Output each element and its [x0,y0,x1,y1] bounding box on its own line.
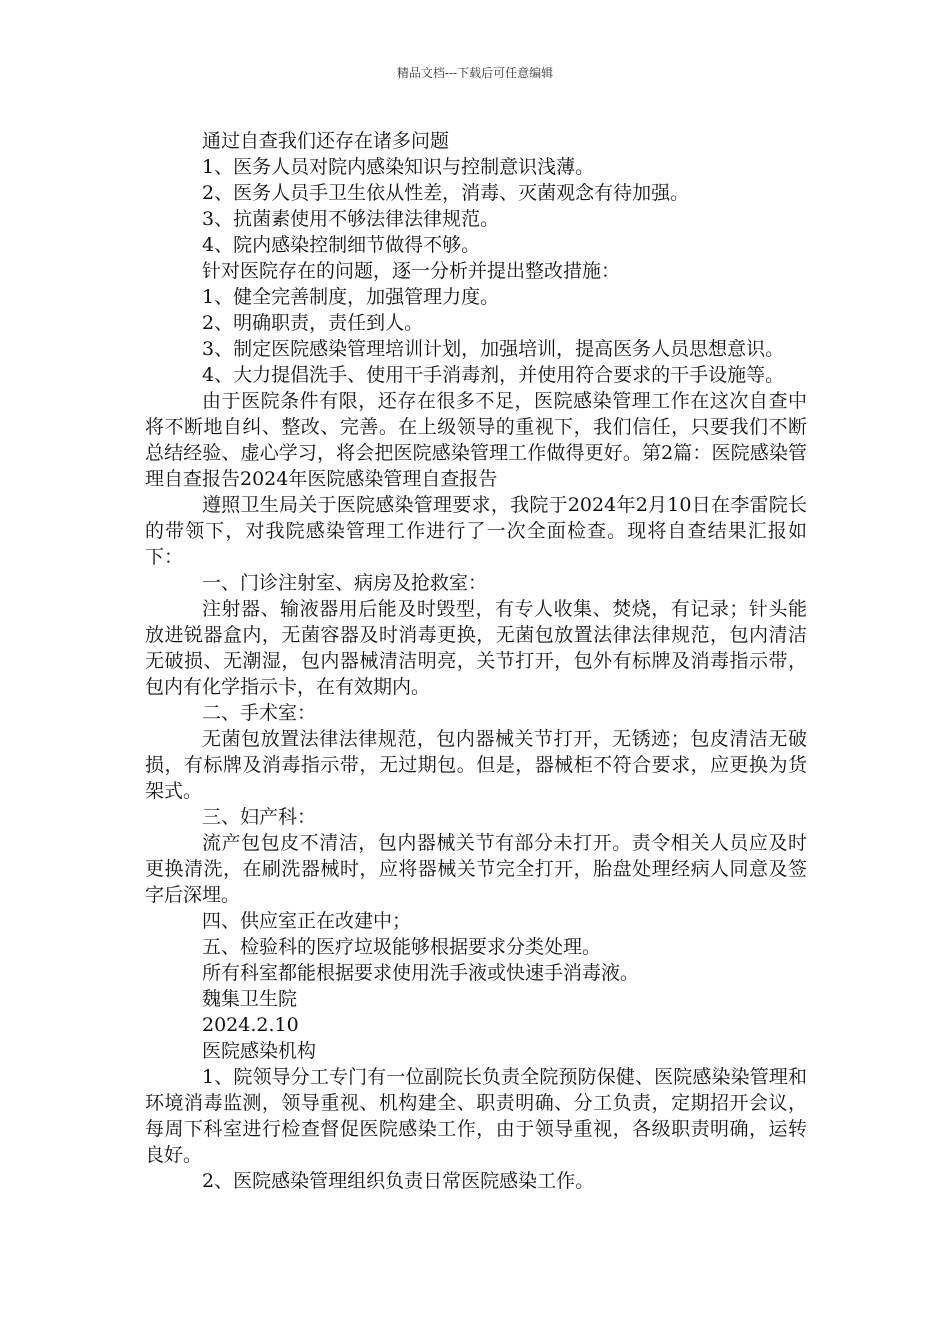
document-body [145,128,807,1194]
paragraph: 4、大力提倡洗手、使用干手消毒剂，并使用符合要求的干手设施等。 [202,364,785,386]
section-heading: 二、手术室： [202,702,317,724]
paragraph: 无菌包放置法律法律规范，包内器械关节打开，无锈迹；包皮清洁无破损，有标牌及消毒指示带，无过期包。但是，器械柜不符合要求，应更换为货架式。 [145,728,807,802]
section-heading: 五、检验科的医疗垃圾能够根据要求分类处理。 [202,936,602,958]
page-header: 精品文档---下载后可任意编辑 [396,66,554,80]
paragraph: 2、医院感染管理组织负责日常医院感染工作。 [202,1170,595,1192]
paragraph: 3、抗菌素使用不够法律法律规范。 [202,208,500,230]
paragraph: 所有科室都能根据要求使用洗手液或快速手消毒液。 [202,962,640,984]
section-heading: 三、妇产科： [202,806,317,828]
paragraph: 1、健全完善制度，加强管理力度。 [202,286,500,308]
paragraph: 通过自查我们还存在诸多问题 [202,130,450,152]
section-heading: 一、门诊注射室、病房及抢救室： [202,572,488,594]
paragraph: 遵照卫生局关于医院感染管理要求，我院于2024年2月10日在李雷院长的带领下，对我院感染管理工作进行了一次全面检查。现将自查结果汇报如下： [145,494,807,568]
signature-date: 2024.2.10 [202,1014,299,1036]
paragraph: 由于医院条件有限，还存在很多不足，医院感染管理工作在这次自查中将不断地自纠、整改、完善。在上级领导的重视下，我们信任，只要我们不断总结经验、虚心学习，将会把医院感染管理工作做得更好。第2篇：医院感染管理自查报告2024年医院感染管理自查报告 [145,390,807,490]
paragraph: 流产包包皮不清洁，包内器械关节有部分未打开。责令相关人员应及时更换清洗，在刷洗器械时，应将器械关节完全打开，胎盘处理经病人同意及签字后深埋。 [145,832,807,906]
paragraph: 1、医务人员对院内感染知识与控制意识浅薄。 [202,156,595,178]
signature-org: 魏集卫生院 [202,988,298,1010]
paragraph: 针对医院存在的问题，逐一分析并提出整改措施： [202,260,621,282]
section-heading: 医院感染机构 [202,1040,317,1062]
paragraph: 3、制定医院感染管理培训计划，加强培训，提高医务人员思想意识。 [202,338,785,360]
section-heading: 四、供应室正在改建中； [202,910,412,932]
paragraph: 4、院内感染控制细节做得不够。 [202,234,481,256]
paragraph: 2、医务人员手卫生依从性差，消毒、灭菌观念有待加强。 [202,182,690,204]
paragraph: 2、明确职责，责任到人。 [202,312,424,334]
paragraph: 注射器、输液器用后能及时毁型，有专人收集、焚烧，有记录；针头能放进锐器盒内，无菌容器及时消毒更换，无菌包放置法律法律规范，包内清洁无破损、无潮湿，包内器械清洁明亮，关节打开，包外有标牌及消毒指示带，包内有化学指示卡，在有效期内。 [145,598,807,698]
paragraph: 1、院领导分工专门有一位副院长负责全院预防保健、医院感染染管理和环境消毒监测，领导重视、机构建全、职责明确、分工负责，定期招开会议，每周下科室进行检查督促医院感染工作，由于领导重视，各级职责明确，运转良好。 [145,1066,807,1166]
